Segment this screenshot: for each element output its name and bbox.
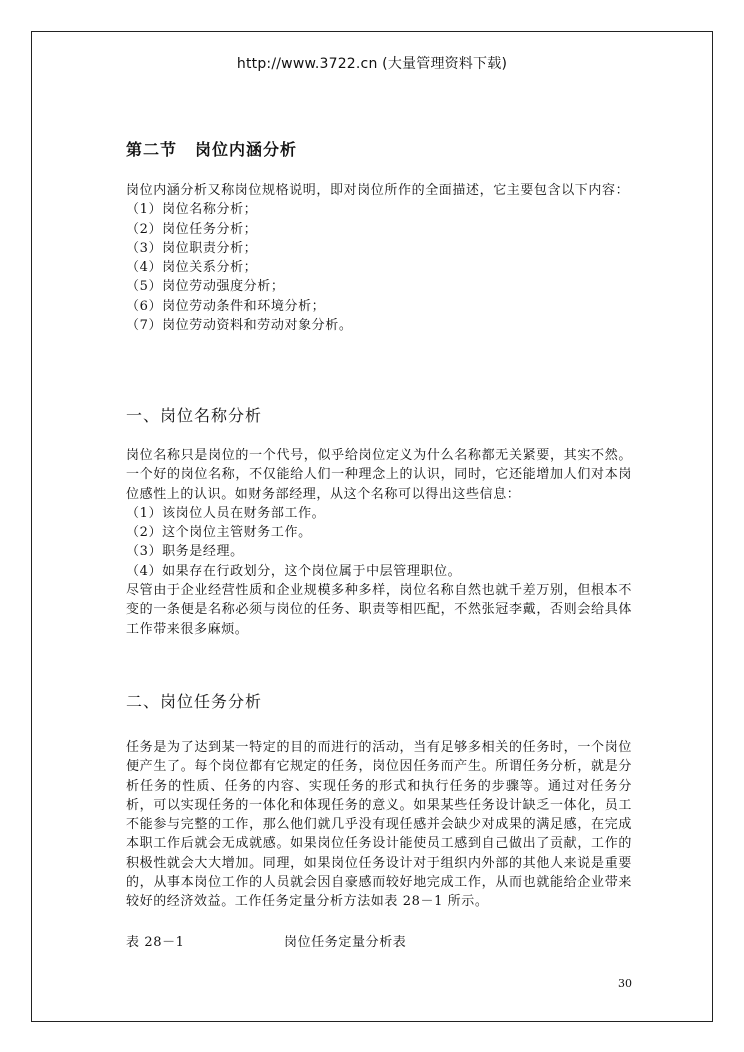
table-label: 表 28－1 <box>126 935 185 950</box>
list-item: （6）岗位劳动条件和环境分析； <box>126 298 326 314</box>
part1-closing: 尽管由于企业经营性质和企业规模多种多样，岗位名称自然也就千差万别，但根本不变的一条便是名称必须与岗位的任务、职责等相匹配，不然张冠李戴，否则会给具体工作带来很多麻烦。 <box>126 583 632 637</box>
list-item: （7）岗位劳动资料和劳动对象分析。 <box>126 318 353 334</box>
part1-heading: 一、岗位名称分析 <box>126 406 263 425</box>
list-item: （4）如果存在行政划分，这个岗位属于中层管理职位。 <box>126 563 462 579</box>
list-item: （2）岗位任务分析； <box>126 221 258 237</box>
page-number: 30 <box>618 977 632 990</box>
part2-block <box>126 738 632 912</box>
list-item: （3）职务是经理。 <box>126 544 244 560</box>
part1-block <box>126 446 632 639</box>
section-number: 第二节 <box>126 140 178 159</box>
section-title <box>126 137 297 160</box>
list-item: （4）岗位关系分析； <box>126 260 258 276</box>
part2-paragraph: 任务是为了达到某一特定的目的而进行的活动，当有足够多相关的任务时，一个岗位便产生了。每个岗位都有它规定的任务，岗位因任务而产生。所谓任务分析，就是分析任务的性质、任务的内容、实现任务的形式和执行任务的步骤等。通过对任务分析，可以实现任务的一体化和体现任务的意义。如果某些任务设计缺乏一体化，员工不能参与完整的工作，那么他们就几乎没有现任感并会缺少对成果的满足感，在完成本职工作后就会无成就感。如果岗位任务设计能使员工感到自己做出了贡献，工作的积极性就会大大增加。同理，如果岗位任务设计对于组织内外部的其他人来说是重要的，从事本岗位工作的人员就会因自豪感而较好地完成工作，从而也就能给企业带来较好的经济效益。工作任务定量分析方法如表 28－1 所示。 <box>126 740 632 910</box>
table-title: 岗位任务定量分析表 <box>284 935 407 950</box>
section-title-text: 岗位内涵分析 <box>195 140 298 159</box>
list-item: （1）该岗位人员在财务部工作。 <box>126 505 326 521</box>
table-caption <box>126 931 407 950</box>
list-item: （3）岗位职责分析； <box>126 240 258 256</box>
list-item: （2）这个岗位主管财务工作。 <box>126 525 312 541</box>
part1-paragraph: 岗位名称只是岗位的一个代号，似乎给岗位定义为什么名称都无关紧要，其实不然。一个好的岗位名称，不仅能给人们一种理念上的认识，同时，它还能增加人们对本岗位感性上的认识。如财务部经理，从这个名称可以得出这些信息： <box>126 448 632 502</box>
intro-paragraph: 岗位内涵分析又称岗位规格说明，即对岗位所作的全面描述，它主要包含以下内容： <box>126 183 630 198</box>
intro-block <box>126 181 632 335</box>
list-item: （5）岗位劳动强度分析； <box>126 279 285 295</box>
list-item: （1）岗位名称分析； <box>126 202 258 218</box>
header-url: http://www.3722.cn (大量管理资料下载) <box>236 56 508 72</box>
part2-heading: 二、岗位任务分析 <box>126 692 263 711</box>
